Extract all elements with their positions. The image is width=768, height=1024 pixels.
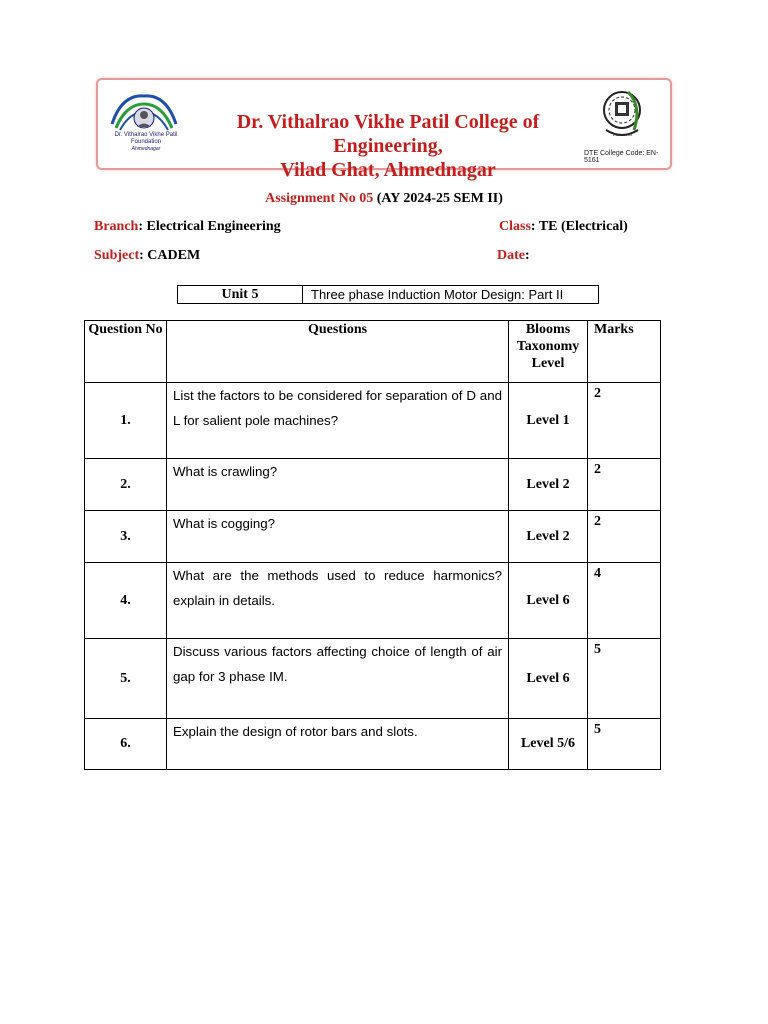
header-blooms-level: Blooms Taxonomy Level: [509, 321, 588, 383]
blooms-level: Level 5/6: [509, 719, 588, 770]
question-no: 6.: [85, 719, 167, 770]
question-no: 5.: [85, 639, 167, 719]
date-line: Date:: [497, 248, 530, 263]
marks-value: 4: [588, 563, 661, 639]
unit-label: Unit 5: [178, 286, 303, 304]
question-text: What is crawling?: [167, 459, 509, 511]
table-row: [85, 511, 661, 563]
marks-value: 2: [588, 511, 661, 563]
blooms-level: Level 6: [509, 639, 588, 719]
unit-title: Three phase Induction Motor Design: Part II: [303, 286, 599, 304]
blooms-level: Level 1: [509, 383, 588, 459]
unit-table: [177, 285, 599, 304]
estd-text: Estd. 1983: [613, 132, 633, 137]
table-row: [85, 719, 661, 770]
marks-value: 2: [588, 383, 661, 459]
table-row: [85, 459, 661, 511]
table-row: [85, 639, 661, 719]
foundation-name: Dr. Vithalrao Vikhe Patil Foundation Ahmednagar: [114, 132, 178, 152]
header-marks: Marks: [588, 321, 661, 383]
subject-line: Subject: CADEM: [94, 248, 201, 263]
college-emblem-icon: [598, 86, 646, 146]
assignment-title: Assignment No 05 (AY 2024-25 SEM II): [265, 191, 503, 206]
question-text: What are the methods used to reduce harmonics? explain in details.: [167, 563, 509, 639]
question-text: What is cogging?: [167, 511, 509, 563]
header-question-no: Question No: [85, 321, 167, 383]
table-row: [85, 383, 661, 459]
question-text: Discuss various factors affecting choice of length of air gap for 3 phase IM.: [167, 639, 509, 719]
blooms-level: Level 2: [509, 511, 588, 563]
marks-value: 5: [588, 639, 661, 719]
college-name: Dr. Vithalrao Vikhe Patil College of Engineering, Vilad Ghat, Ahmednagar: [236, 111, 540, 181]
question-no: 4.: [85, 563, 167, 639]
marks-value: 2: [588, 459, 661, 511]
blooms-level: Level 6: [509, 563, 588, 639]
marks-value: 5: [588, 719, 661, 770]
question-text: List the factors to be considered for separation of D and L for salient pole machines?: [167, 383, 509, 459]
college-header-banner: [96, 78, 672, 181]
questions-table: [84, 320, 661, 770]
question-no: 2.: [85, 459, 167, 511]
dte-college-code: DTE College Code: EN-5161: [584, 150, 659, 164]
question-no: 1.: [85, 383, 167, 459]
question-text: Explain the design of rotor bars and slots.: [167, 719, 509, 770]
blooms-level: Level 2: [509, 459, 588, 511]
branch-line: Branch: Electrical Engineering: [94, 219, 281, 234]
header-questions: Questions: [167, 321, 509, 383]
class-line: Class: TE (Electrical): [499, 219, 628, 234]
question-no: 3.: [85, 511, 167, 563]
table-row: [85, 563, 661, 639]
